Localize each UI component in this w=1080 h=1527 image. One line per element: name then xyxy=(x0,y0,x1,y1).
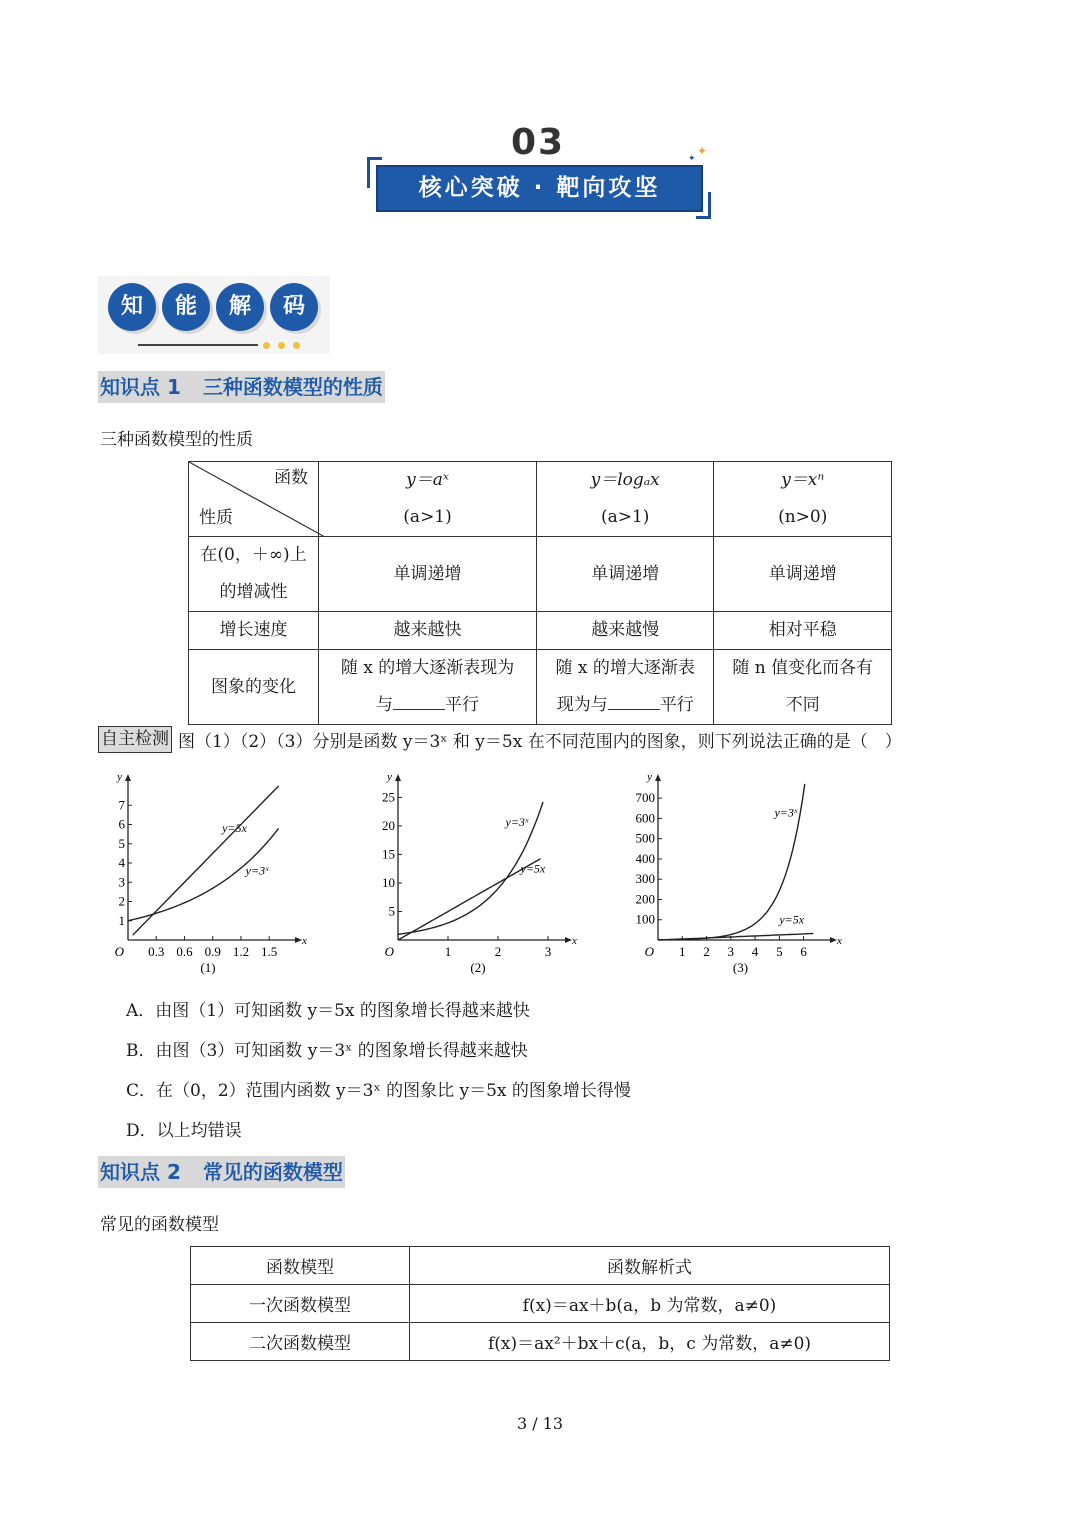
x-tick-label: 2 xyxy=(494,944,502,959)
y-tick-label: 3 xyxy=(118,874,125,890)
badge-underline xyxy=(138,344,258,346)
x-axis-label: x xyxy=(302,935,307,947)
badge-dot xyxy=(278,342,285,349)
option-c[interactable]: C．在（0，2）范围内函数 y＝3ˣ 的图象比 y＝5x 的图象增长得慢 xyxy=(126,1081,631,1101)
series-label: y=5x xyxy=(222,821,247,836)
series-label: y=5x xyxy=(779,912,805,927)
x-tick-label: 4 xyxy=(751,944,759,959)
table-cell: 一次函数模型 xyxy=(191,1285,410,1323)
cell-line xyxy=(541,687,710,724)
x-tick-label: 1 xyxy=(444,944,452,959)
section-intro: 常见的函数模型 xyxy=(100,1215,219,1235)
x-tick-label: 0.3 xyxy=(148,944,165,959)
x-tick-label: 1 xyxy=(679,944,686,959)
y-tick-label: 6 xyxy=(118,816,125,832)
col-head xyxy=(536,462,714,537)
badge-dot xyxy=(293,342,300,349)
col-head-condition: (n>0) xyxy=(778,507,828,527)
corner-top-label: 函数 xyxy=(274,468,309,488)
cell-line: 随 x 的增大逐渐表现为 xyxy=(340,658,515,678)
y-tick-label: 700 xyxy=(635,790,655,806)
y-tick-label: 20 xyxy=(382,817,395,833)
table-header-row xyxy=(191,1247,890,1285)
option-d[interactable]: D．以上均错误 xyxy=(126,1121,242,1141)
cell-line: 随 x 的增大逐渐表 xyxy=(555,658,695,678)
series-label: y=3ˣ xyxy=(774,805,798,820)
series-line-5x xyxy=(658,934,813,941)
x-tick-label: 3 xyxy=(727,944,735,959)
col-head xyxy=(714,462,892,537)
fill-blank xyxy=(393,694,445,710)
row-label-line: 的增减性 xyxy=(219,582,288,602)
table-cell: f(x)＝ax²＋bx＋c(a，b，c 为常数，a≠0) xyxy=(410,1323,890,1361)
table-cell: 单调递增 xyxy=(714,537,892,612)
properties-table xyxy=(188,461,892,725)
x-tick-label: 6 xyxy=(800,944,807,959)
y-axis-label: y xyxy=(647,771,652,783)
x-tick-label: 2 xyxy=(703,944,710,959)
y-axis-arrow xyxy=(655,774,661,781)
badge-dot xyxy=(263,342,270,349)
table-cell xyxy=(536,650,714,725)
chart-caption: (2) xyxy=(470,960,486,975)
x-tick-label: 0.6 xyxy=(176,944,193,959)
table-cell: 越来越快 xyxy=(319,612,537,650)
badge-char: 知 xyxy=(108,283,156,331)
corner-bottom-label: 性质 xyxy=(199,508,233,528)
col-head-formula: y＝logₐx xyxy=(590,470,660,490)
y-tick-label: 10 xyxy=(382,874,395,890)
option-b[interactable]: B．由图（3）可知函数 y＝3ˣ 的图象增长得越来越快 xyxy=(126,1041,528,1061)
y-axis-label: y xyxy=(117,771,122,783)
page-number: 3 / 13 xyxy=(516,1414,564,1433)
y-tick-label: 500 xyxy=(635,830,655,846)
row-label: 图象的变化 xyxy=(189,650,319,725)
x-tick-label: 3 xyxy=(544,944,552,959)
function-model-table xyxy=(190,1246,890,1361)
kp-label: 知识点 2 xyxy=(100,1160,181,1184)
table-cell: 单调递增 xyxy=(319,537,537,612)
x-axis-arrow xyxy=(565,937,572,943)
x-tick-label: 5 xyxy=(776,944,783,959)
col-head xyxy=(319,462,537,537)
y-tick-label: 300 xyxy=(635,871,655,887)
y-tick-label: 400 xyxy=(635,850,655,866)
chart-3 xyxy=(630,770,845,980)
y-tick-label: 5 xyxy=(388,903,395,919)
table-cell: 越来越慢 xyxy=(536,612,714,650)
table-row xyxy=(191,1285,890,1323)
row-label: 增长速度 xyxy=(189,612,319,650)
table-row xyxy=(189,650,892,725)
y-tick-label: 100 xyxy=(635,911,655,927)
series-label: y=3ˣ xyxy=(245,863,269,878)
y-tick-label: 200 xyxy=(635,891,655,907)
table-row xyxy=(191,1323,890,1361)
option-a[interactable]: A．由图（1）可知函数 y＝5x 的图象增长得越来越快 xyxy=(126,1001,530,1021)
cell-line: 不同 xyxy=(785,695,820,715)
sparkle-icon: ✦ xyxy=(697,144,708,158)
origin-label: O xyxy=(384,944,394,959)
self-check-tag: 自主检测 xyxy=(98,726,172,753)
chart-caption: (1) xyxy=(200,960,216,975)
badge-char: 解 xyxy=(216,283,264,331)
chart-1 xyxy=(100,770,310,980)
table-row xyxy=(189,612,892,650)
y-axis-arrow xyxy=(125,774,131,781)
col-head-formula: y＝aˣ xyxy=(406,470,449,490)
kp-title: 三种函数模型的性质 xyxy=(202,375,383,399)
badge-char: 码 xyxy=(270,283,318,331)
y-tick-label: 4 xyxy=(118,855,125,870)
x-tick-label: 0.9 xyxy=(204,944,221,959)
x-axis-label: x xyxy=(837,935,842,947)
series-line-5x xyxy=(398,859,541,940)
y-tick-label: 2 xyxy=(118,893,125,909)
y-tick-label: 15 xyxy=(382,846,395,862)
row-label xyxy=(189,537,319,612)
banner-title: 核心突破 · 靶向攻坚 xyxy=(418,175,661,201)
origin-label: O xyxy=(114,944,124,959)
origin-label: O xyxy=(644,944,654,959)
cell-text: 平行 xyxy=(659,695,694,715)
cell-text: 平行 xyxy=(445,695,480,715)
knowledge-point-heading xyxy=(98,371,385,403)
y-tick-label: 600 xyxy=(635,810,655,826)
table-cell: 相对平稳 xyxy=(714,612,892,650)
knowledge-point-heading xyxy=(98,1156,345,1188)
row-label-line: 在(0，＋∞)上 xyxy=(200,545,307,565)
table-cell xyxy=(714,650,892,725)
table-cell: 二次函数模型 xyxy=(191,1323,410,1361)
cell-text: 与 xyxy=(376,695,394,715)
x-axis-label: x xyxy=(572,935,577,947)
y-tick-label: 7 xyxy=(118,797,125,813)
sparkle-icon: ✦ xyxy=(688,154,696,164)
kp-title: 常见的函数模型 xyxy=(202,1160,343,1184)
y-tick-label: 1 xyxy=(118,912,125,928)
badge-char: 能 xyxy=(162,283,210,331)
table-cell: f(x)＝ax＋b(a，b 为常数，a≠0) xyxy=(410,1285,890,1323)
section-intro: 三种函数模型的性质 xyxy=(100,430,253,450)
col-head-condition: (a>1) xyxy=(600,507,650,527)
table-header: 函数解析式 xyxy=(410,1247,890,1285)
series-label: y=3ˣ xyxy=(505,814,529,829)
table-cell xyxy=(319,650,537,725)
table-header: 函数模型 xyxy=(191,1247,410,1285)
series-label: y=5x xyxy=(520,861,546,876)
cell-line: 随 n 值变化而各有 xyxy=(732,658,874,678)
y-axis-label: y xyxy=(387,771,392,783)
y-axis-arrow xyxy=(395,774,401,781)
cell-line xyxy=(323,687,532,724)
x-axis-arrow xyxy=(295,937,302,943)
x-tick-label: 1.5 xyxy=(261,944,278,959)
x-tick-label: 1.2 xyxy=(232,944,250,959)
series-line-5x xyxy=(133,786,279,935)
chart-2 xyxy=(370,770,580,980)
col-head-condition: (a>1) xyxy=(403,507,452,527)
y-tick-label: 25 xyxy=(382,789,395,805)
section-number: 03 xyxy=(510,122,566,163)
x-axis-arrow xyxy=(830,937,837,943)
chart-caption: (3) xyxy=(732,960,749,975)
fill-blank xyxy=(608,694,660,710)
table-cell: 单调递增 xyxy=(536,537,714,612)
y-tick-label: 5 xyxy=(118,835,125,851)
kp-label: 知识点 1 xyxy=(100,375,181,399)
question-text: 图（1）（2）（3）分别是函数 y＝3ˣ 和 y＝5x 在不同范围内的图象，则下列说法正确的是（ ） xyxy=(178,732,902,752)
table-row xyxy=(189,537,892,612)
cell-text: 现为与 xyxy=(556,695,608,715)
corner-cell xyxy=(189,462,319,537)
col-head-formula: y＝xⁿ xyxy=(781,470,825,490)
